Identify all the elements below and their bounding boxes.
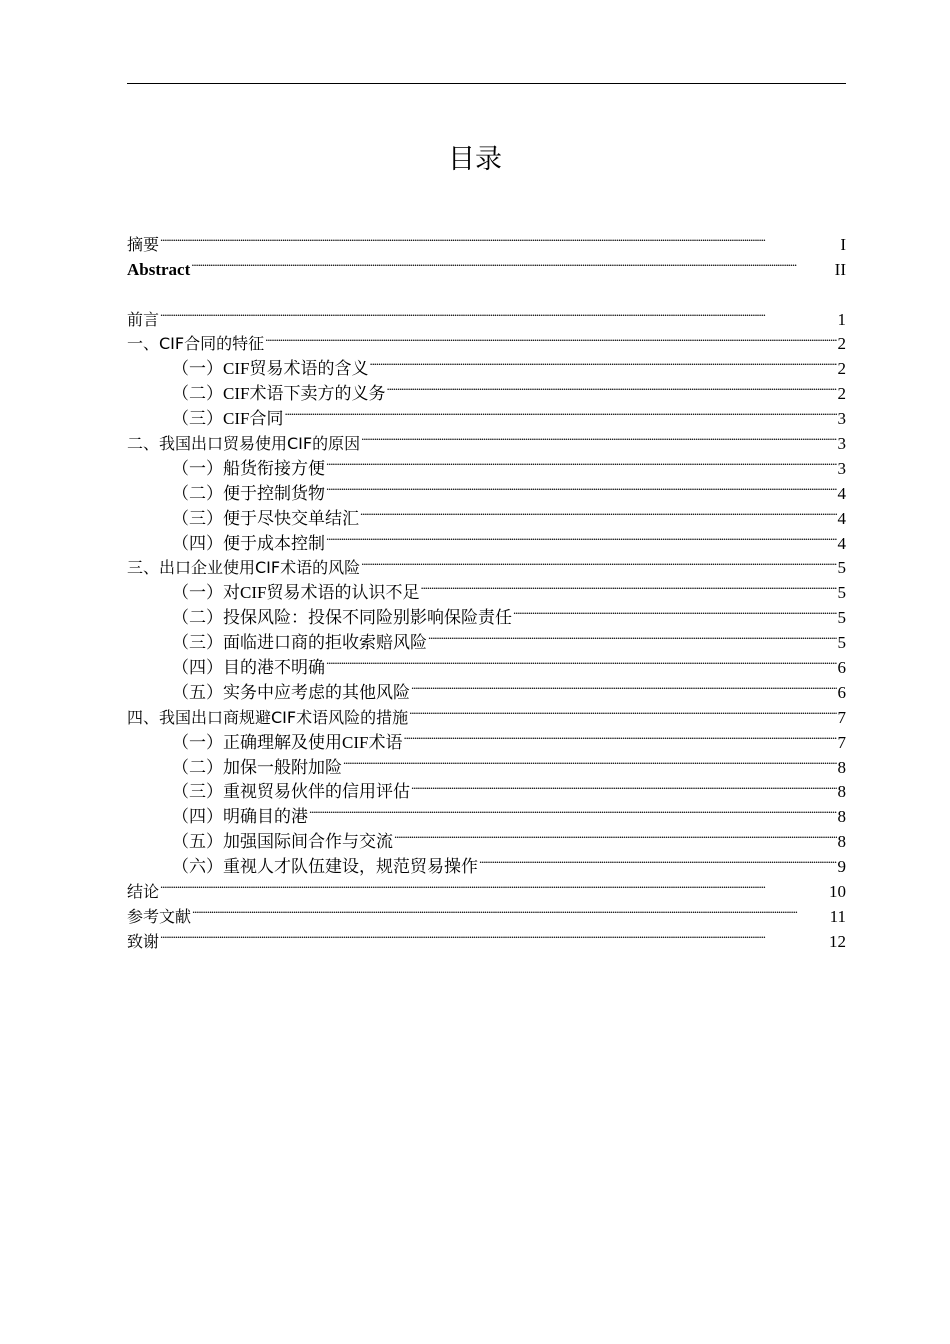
toc-entry-abstract-cn[interactable] — [127, 225, 846, 254]
toc-entry-page: 8 — [837, 782, 846, 802]
toc-entry-page: 5 — [837, 558, 846, 578]
dot-leader — [479, 847, 837, 872]
toc-entry-label: （四）明确目的港 — [172, 807, 308, 827]
dot-leader — [513, 598, 837, 623]
toc-entry-label: （六）重视人才队伍建设，规范贸易操作 — [172, 857, 478, 877]
toc-entry-page: 10 — [829, 882, 846, 902]
toc-entry-label: 摘要 — [127, 234, 160, 254]
dot-leader — [369, 349, 836, 374]
toc-entry-label: 结论 — [127, 882, 160, 902]
toc-entry-page: 4 — [837, 508, 846, 528]
toc-entry-page: 7 — [837, 707, 846, 727]
toc-entry-label: 四、我国出口商规避CIF术语风险的措施 — [127, 707, 409, 727]
toc-entry-page: 5 — [837, 608, 846, 628]
toc-entry-page: 5 — [837, 633, 846, 653]
dot-leader — [361, 549, 836, 574]
toc-entry-page: 4 — [837, 533, 846, 553]
toc-entry-label: （三）重视贸易伙伴的信用评估 — [172, 782, 410, 802]
toc-entry-page: 2 — [837, 359, 846, 379]
dot-leader — [326, 474, 837, 499]
toc-entry-abstract-en[interactable] — [127, 250, 846, 279]
toc-entry-page: 3 — [837, 434, 846, 454]
toc-entry-page: 11 — [829, 906, 846, 926]
dot-leader — [420, 573, 836, 598]
toc-entry-page: 1 — [837, 309, 846, 329]
dot-leader — [411, 773, 837, 798]
dot-leader — [160, 225, 839, 250]
toc-entry-label: 三、出口企业使用CIF术语的风险 — [127, 558, 361, 578]
dot-leader — [191, 250, 833, 275]
toc-entry-page: 8 — [837, 807, 846, 827]
toc-entry-chapter-1[interactable] — [127, 325, 846, 354]
toc-entry-acknowledgements[interactable] — [127, 922, 846, 951]
dot-leader — [192, 897, 829, 922]
dot-leader — [428, 623, 837, 648]
toc-entry-page: 5 — [837, 583, 846, 603]
toc-entry-label: （一）船货衔接方便 — [172, 458, 325, 478]
toc-entry-page: 2 — [837, 334, 846, 354]
toc-entry-label: （三）面临进口商的拒收索赔风险 — [172, 633, 427, 653]
toc-entry-label: 致谢 — [127, 931, 160, 951]
dot-leader — [326, 648, 837, 673]
toc-entry-label: （二）加保一般附加险 — [172, 757, 342, 777]
dot-leader — [386, 374, 836, 399]
toc-entry-label: 前言 — [127, 309, 160, 329]
dot-leader — [160, 300, 836, 325]
toc-entry-label: （四）便于成本控制 — [172, 533, 325, 553]
header-rule — [127, 83, 846, 84]
toc-entry-page: I — [840, 234, 846, 254]
toc-entry-page: 6 — [837, 658, 846, 678]
toc-entry-preface[interactable] — [127, 300, 846, 329]
toc-entry-label: 参考文献 — [127, 906, 192, 926]
toc-entry-page: 3 — [837, 409, 846, 429]
table-of-contents — [127, 225, 846, 951]
toc-entry-label: （一）CIF贸易术语的含义 — [172, 359, 369, 379]
toc-entry-label: Abstract — [127, 259, 191, 279]
dot-leader — [411, 673, 837, 698]
dot-leader — [403, 723, 836, 748]
dot-leader — [409, 698, 836, 723]
toc-entry-page: 8 — [837, 757, 846, 777]
dot-leader — [361, 424, 836, 449]
dot-leader — [284, 399, 836, 424]
dot-leader — [394, 822, 837, 847]
toc-entry-label: （五）实务中应考虑的其他风险 — [172, 682, 410, 702]
toc-entry-conclusion[interactable] — [127, 872, 846, 902]
toc-entry-label: 二、我国出口贸易使用CIF的原因 — [127, 434, 361, 454]
dot-leader — [326, 524, 837, 549]
dot-leader — [160, 872, 828, 897]
toc-entry-label: （二）投保风险：投保不同险别影响保险责任 — [172, 608, 512, 628]
toc-entry-label: （三）CIF合同 — [172, 409, 284, 429]
toc-entry-page: 7 — [837, 732, 846, 752]
toc-entry-page: 4 — [837, 483, 846, 503]
dot-leader — [360, 499, 837, 524]
toc-entry-label: （五）加强国际间合作与交流 — [172, 832, 393, 852]
toc-entry-label: （一）正确理解及使用CIF术语 — [172, 732, 403, 752]
toc-entry-page: 12 — [829, 931, 846, 951]
toc-entry-references[interactable] — [127, 897, 846, 926]
toc-entry-page: 8 — [837, 832, 846, 852]
toc-entry-label: （一）对CIF贸易术语的认识不足 — [172, 583, 420, 603]
dot-leader — [265, 325, 836, 350]
toc-entry-label: （四）目的港不明确 — [172, 658, 325, 678]
toc-entry-page: 9 — [837, 857, 846, 877]
toc-entry-page: 6 — [837, 682, 846, 702]
toc-entry-label: （三）便于尽快交单结汇 — [172, 508, 359, 528]
toc-entry-page: II — [834, 259, 846, 279]
dot-leader — [326, 449, 837, 474]
dot-leader — [160, 922, 828, 947]
toc-entry-page: 2 — [837, 384, 846, 404]
page-title: 目录 — [448, 144, 502, 175]
toc-entry-label: （二）CIF术语下卖方的义务 — [172, 384, 386, 404]
dot-leader — [309, 797, 837, 822]
toc-entry-label: （二）便于控制货物 — [172, 483, 325, 503]
toc-entry-page: 3 — [837, 458, 846, 478]
dot-leader — [343, 748, 837, 773]
toc-entry-label: 一、CIF合同的特征 — [127, 334, 265, 354]
